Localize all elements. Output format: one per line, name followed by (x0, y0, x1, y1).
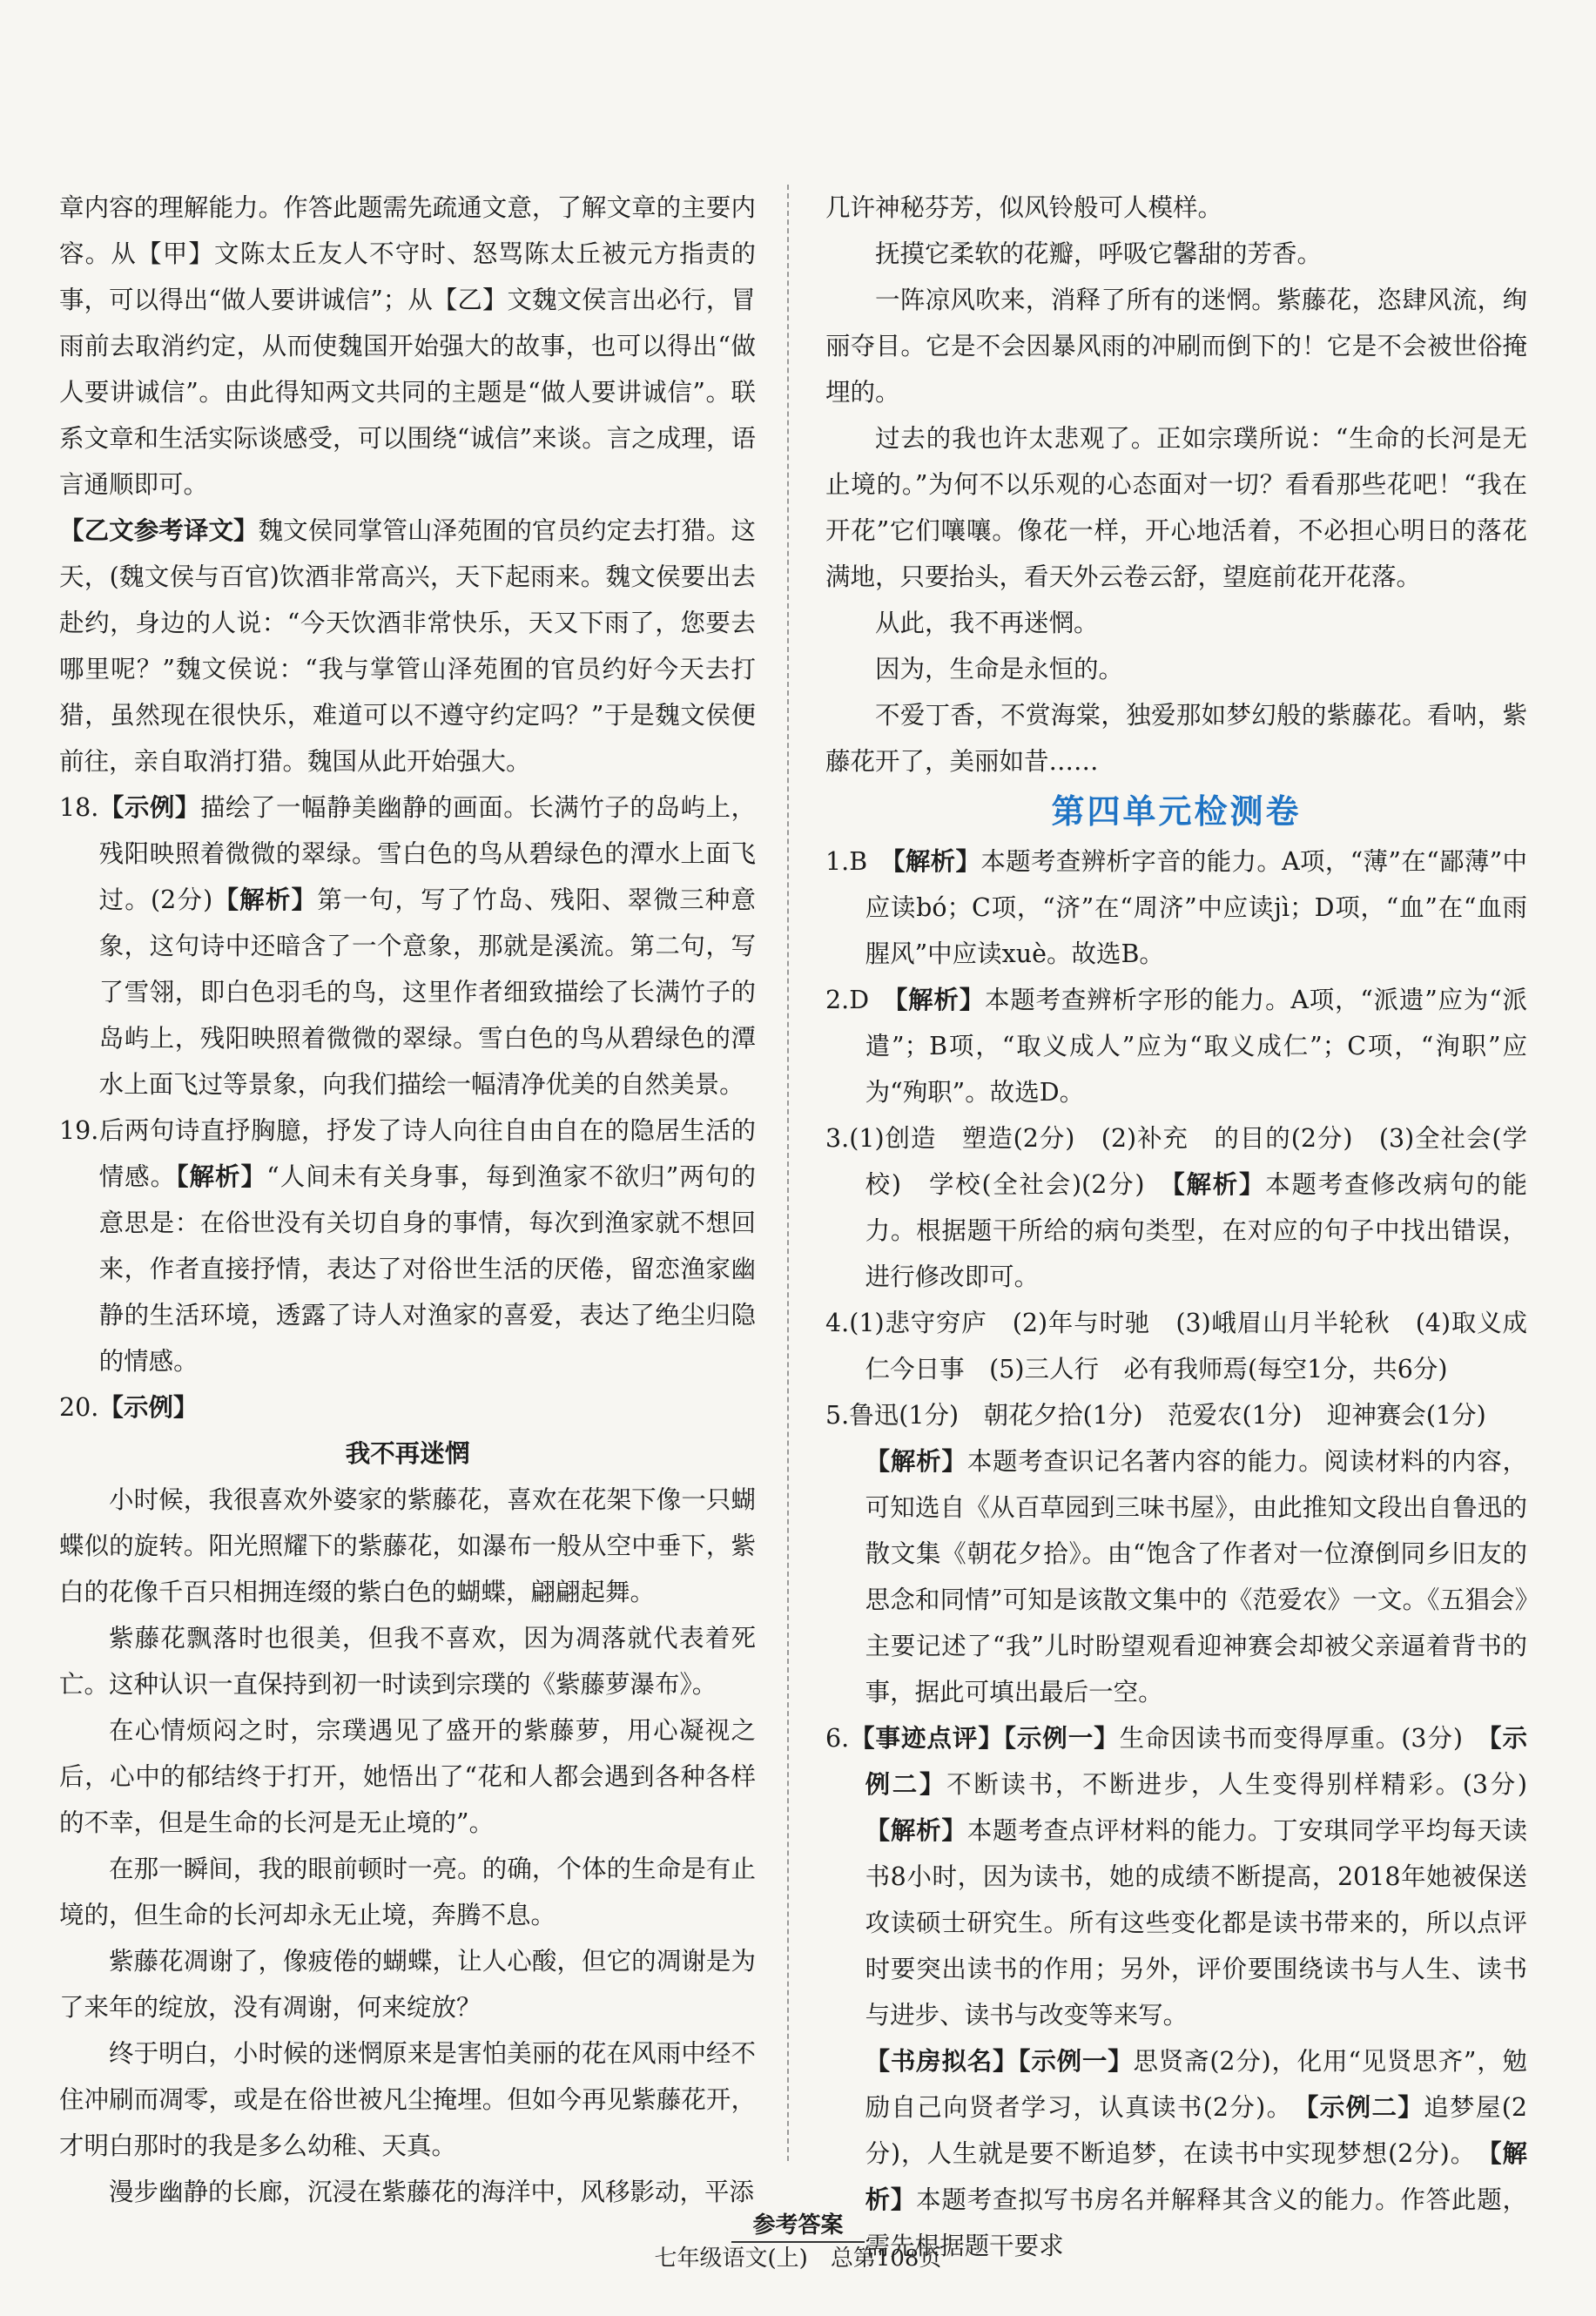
text: 思贤斋(2分)，化用“见贤思齐”，勉励自己向贤者学习，认真读书(2分)。 (865, 2047, 1527, 2122)
label: 【示例二】 (1306, 2093, 1424, 2122)
item-number: 18. (59, 793, 99, 822)
essay-paragraph: 紫藤花凋谢了，像疲倦的蝴蝶，让人心酸，但它的凋谢是为了来年的绽放，没有凋谢，何来绽放？ (59, 1947, 756, 2022)
answer-item-20 (59, 1384, 756, 1431)
label: 【示例】 (98, 793, 200, 822)
label: 【乙文参考译文】 (59, 516, 259, 545)
analysis-paragraph (825, 1438, 1527, 1715)
essay-paragraph: 抚摸它柔软的花瓣，呼吸它馨甜的芳香。 (875, 239, 1323, 268)
right-column (825, 185, 1552, 2269)
answer-item-3 (825, 1115, 1527, 1300)
essay-paragraph: 一阵凉风吹来，消释了所有的迷惘。紫藤花，恣肆风流，绚丽夺目。它是不会因暴风雨的冲刷而倒下的！它是不会被世俗掩埋的。 (825, 286, 1527, 407)
footer-page-info: 七年级语文(上) 总第108页 (654, 2245, 942, 2272)
essay-paragraph: 不爱丁香，不赏海棠，独爱那如梦幻般的紫藤花。看呐，紫藤花开了，美丽如昔…… (825, 701, 1527, 776)
answer-item-2 (825, 977, 1527, 1115)
answer: B (849, 847, 868, 876)
text: 追梦屋(2分)，人生就是要不断追梦，在读书中实现梦想(2分)。 (865, 2093, 1527, 2168)
text: (1)创造 塑造(2分) (2)补充 的目的(2分) (3)全社会(学校) 学校(全社会)(2分) (849, 1124, 1527, 1199)
essay-paragraph: 漫步幽静的长廊，沉浸在紫藤花的海洋中，风移影动，平添 (109, 2178, 755, 2206)
text: 本题考查拟写书房名并解释其含义的能力。作答此题，需先根据题干要求 (865, 2185, 1527, 2260)
translation-paragraph (59, 508, 756, 784)
text: 本题考查点评材料的能力。丁安琪同学平均每天读书8小时，因为读书，她的成绩不断提高，2018年她被保送攻读硕士研究生。所有这些变化都是读书带来的，所以点评时要突出读书的作用；另外，评价要围绕读书与人生、读书与进步、读书与改变等来写。 (865, 1816, 1527, 2030)
text: 本题考查辨析字音的能力。A项，“薄”在“鄙薄”中应读bó；C项，“济”在“周济”中应读jì；D项，“血”在“血雨腥风”中应读xuè。故选B。 (865, 847, 1527, 968)
essay-paragraph: 小时候，我很喜欢外婆家的紫藤花，喜欢在花架下像一只蝴蝶似的旋转。阳光照耀下的紫藤花，如瀑布一般从空中垂下，紫白的花像千百只相拥连缀的紫白色的蝴蝶，翩翩起舞。 (59, 1485, 756, 1606)
essay-paragraph: 过去的我也许太悲观了。正如宗璞所说：“生命的长河是无止境的。”为何不以乐观的心态面对一切？看看那些花吧！“我在开花”它们嚷嚷。像花一样，开心地活着，不必担心明日的落花满地，只要抬头，看天外云卷云舒，望庭前花开花落。 (825, 424, 1527, 591)
label: 【示例一】 (1003, 1724, 1120, 1753)
essay-title: 我不再迷惘 (345, 1439, 470, 1468)
label: 【解析】 (865, 1816, 967, 1845)
label: 【解析】 (895, 986, 985, 1014)
label: 【解析】 (1172, 1170, 1266, 1199)
answer-item-4 (825, 1300, 1527, 1392)
label: 【解析】 (212, 885, 318, 914)
label: 【示例一】 (1018, 2047, 1134, 2076)
text: 生命因读书而变得厚重。(3分) (1119, 1724, 1490, 1753)
column-divider (787, 185, 789, 2161)
item-number: 5. (825, 1401, 850, 1430)
item-number: 4. (825, 1309, 850, 1337)
unit-title: 第四单元检测卷 (1051, 792, 1302, 831)
item-number: 6. (825, 1724, 850, 1753)
essay-paragraph: 几许神秘芬芳，似风铃般可人模样。 (825, 193, 1223, 222)
text: 后两句诗直抒胸臆，抒发了诗人向往自由自在的隐居生活的情感。 (98, 1116, 756, 1191)
text: 描绘了一幅静美幽静的画面。长满竹子的岛屿上，残阳映照着微微的翠绿。雪白色的鸟从碧绿色的潭水上面飞过。(2分) (98, 793, 756, 914)
answer-item-1 (825, 838, 1527, 977)
text: 不断读书，不断进步，人生变得别样精彩。(3分) (946, 1770, 1552, 1799)
label: 【示例】 (98, 1393, 199, 1422)
text: (1)悲守穷庐 (2)年与时驰 (3)峨眉山月半轮秋 (4)取义成仁今日事 (5)三人行 必有我师焉(每空1分，共6分) (849, 1309, 1527, 1384)
text: 第一句，写了竹岛、残阳、翠微三种意象，这句诗中还暗含了一个意象，那就是溪流。第二句，写了雪翎，即白色羽毛的鸟，这里作者细致描绘了长满竹子的岛屿上，残阳映照着微微的翠绿。雪白色的鸟从碧绿色的潭水上面飞过等景象，向我们描绘一幅清净优美的自然美景。 (98, 885, 756, 1099)
answer-item-5 (825, 1392, 1527, 1438)
item-number: 1. (825, 847, 850, 876)
left-column (59, 185, 756, 2215)
answer: D (849, 986, 870, 1014)
essay-paragraph: 紫藤花飘落时也很美，但我不喜欢，因为凋落就代表着死亡。这种认识一直保持到初一时读到宗璞的《紫藤萝瀑布》。 (59, 1624, 756, 1699)
essay-paragraph: 因为，生命是永恒的。 (875, 655, 1124, 683)
page-footer (0, 2210, 1596, 2274)
label: 【解析】 (892, 847, 981, 876)
answer-item-19 (59, 1108, 756, 1384)
label: 【示例二】 (865, 1724, 1527, 1799)
item-number: 20. (59, 1393, 99, 1422)
essay-paragraph: 在那一瞬间，我的眼前顿时一亮。的确，个体的生命是有止境的，但生命的长河却永无止境，奔腾不息。 (59, 1855, 756, 1929)
text: “人间未有关身事，每到渔家不欲归”两句的意思是：在俗世没有关切自身的事情，每次到渔家就不想回来，作者直接抒情，表达了对俗世生活的厌倦，留恋渔家幽静的生活环境，透露了诗人对渔家的喜爱，表达了绝尘归隐的情感。 (98, 1162, 756, 1376)
answer-item-18 (59, 784, 756, 1108)
text: 鲁迅(1分) 朝花夕拾(1分) 范爱农(1分) 迎神赛会(1分) (849, 1401, 1486, 1430)
essay-paragraph: 在心情烦闷之时，宗璞遇见了盛开的紫藤萝，用心凝视之后，心中的郁结终于打开，她悟出了“花和人都会遇到各种各样的不幸，但是生命的长河是无止境的”。 (59, 1716, 756, 1837)
paragraph: 章内容的理解能力。作答此题需先疏通文意，了解文章的主要内容。从【甲】文陈太丘友人不守时、怒骂陈太丘被元方指责的事，可以得出“做人要讲诚信”；从【乙】文魏文侯言出必行，冒雨前去取消约定，从而使魏国开始强大的故事，也可以得出“做人要讲诚信”。由此得知两文共同的主题是“做人要讲诚信”。联系文章和生活实际谈感受，可以围绕“诚信”来谈。言之成理，语言通顺即可。 (59, 193, 756, 499)
label: 【事迹点评】 (849, 1724, 1004, 1753)
item-number: 2. (825, 986, 850, 1014)
item-number: 19. (59, 1116, 99, 1145)
essay-paragraph: 终于明白，小时候的迷惘原来是害怕美丽的花在风雨中经不住冲刷而凋零，或是在俗世被凡尘掩埋。但如今再见紫藤花开，才明白那时的我是多么幼稚、天真。 (59, 2039, 756, 2160)
essay-paragraph: 从此，我不再迷惘。 (875, 609, 1099, 637)
text: 本题考查修改病句的能力。根据题干所给的病句类型，在对应的句子中找出错误，进行修改即可。 (865, 1170, 1527, 1291)
item-number: 3. (825, 1124, 850, 1153)
footer-heading: 参考答案 (731, 2210, 864, 2243)
text: 本题考查识记名著内容的能力。阅读材料的内容，可知选自《从百草园到三味书屋》，由此推知文段出自鲁迅的散文集《朝花夕拾》。由“饱含了作者对一位潦倒同乡旧友的思念和同情”可知是该散文集中的《范爱农》一文。《五猖会》主要记述了“我”儿时盼望观看迎神赛会却被父亲逼着背书的事，据此可填出最后一空。 (865, 1447, 1527, 1707)
label: 【书房拟名】 (865, 2047, 1019, 2076)
text: 本题考查辨析字形的能力。A项，“派遗”应为“派遣”；B项，“取义成人”应为“取义成仁”；C项，“洵职”应为“殉职”。故选D。 (865, 986, 1527, 1107)
text: 魏文侯同掌管山泽苑囿的官员约定去打猎。这天，(魏文侯与百官)饮酒非常高兴，天下起雨来。魏文侯要出去赴约，身边的人说：“今天饮酒非常快乐，天又下雨了，您要去哪里呢？”魏文侯说：“我与掌管山泽苑囿的官员约好今天去打猎，虽然现在很快乐，难道可以不遵守约定吗？”于是魏文侯便前往，亲自取消打猎。魏国从此开始强大。 (59, 516, 756, 776)
answer-item-6 (825, 1715, 1552, 2038)
label: 【解析】 (865, 2139, 1527, 2214)
label: 【解析】 (176, 1162, 267, 1191)
label: 【解析】 (865, 1447, 967, 1476)
